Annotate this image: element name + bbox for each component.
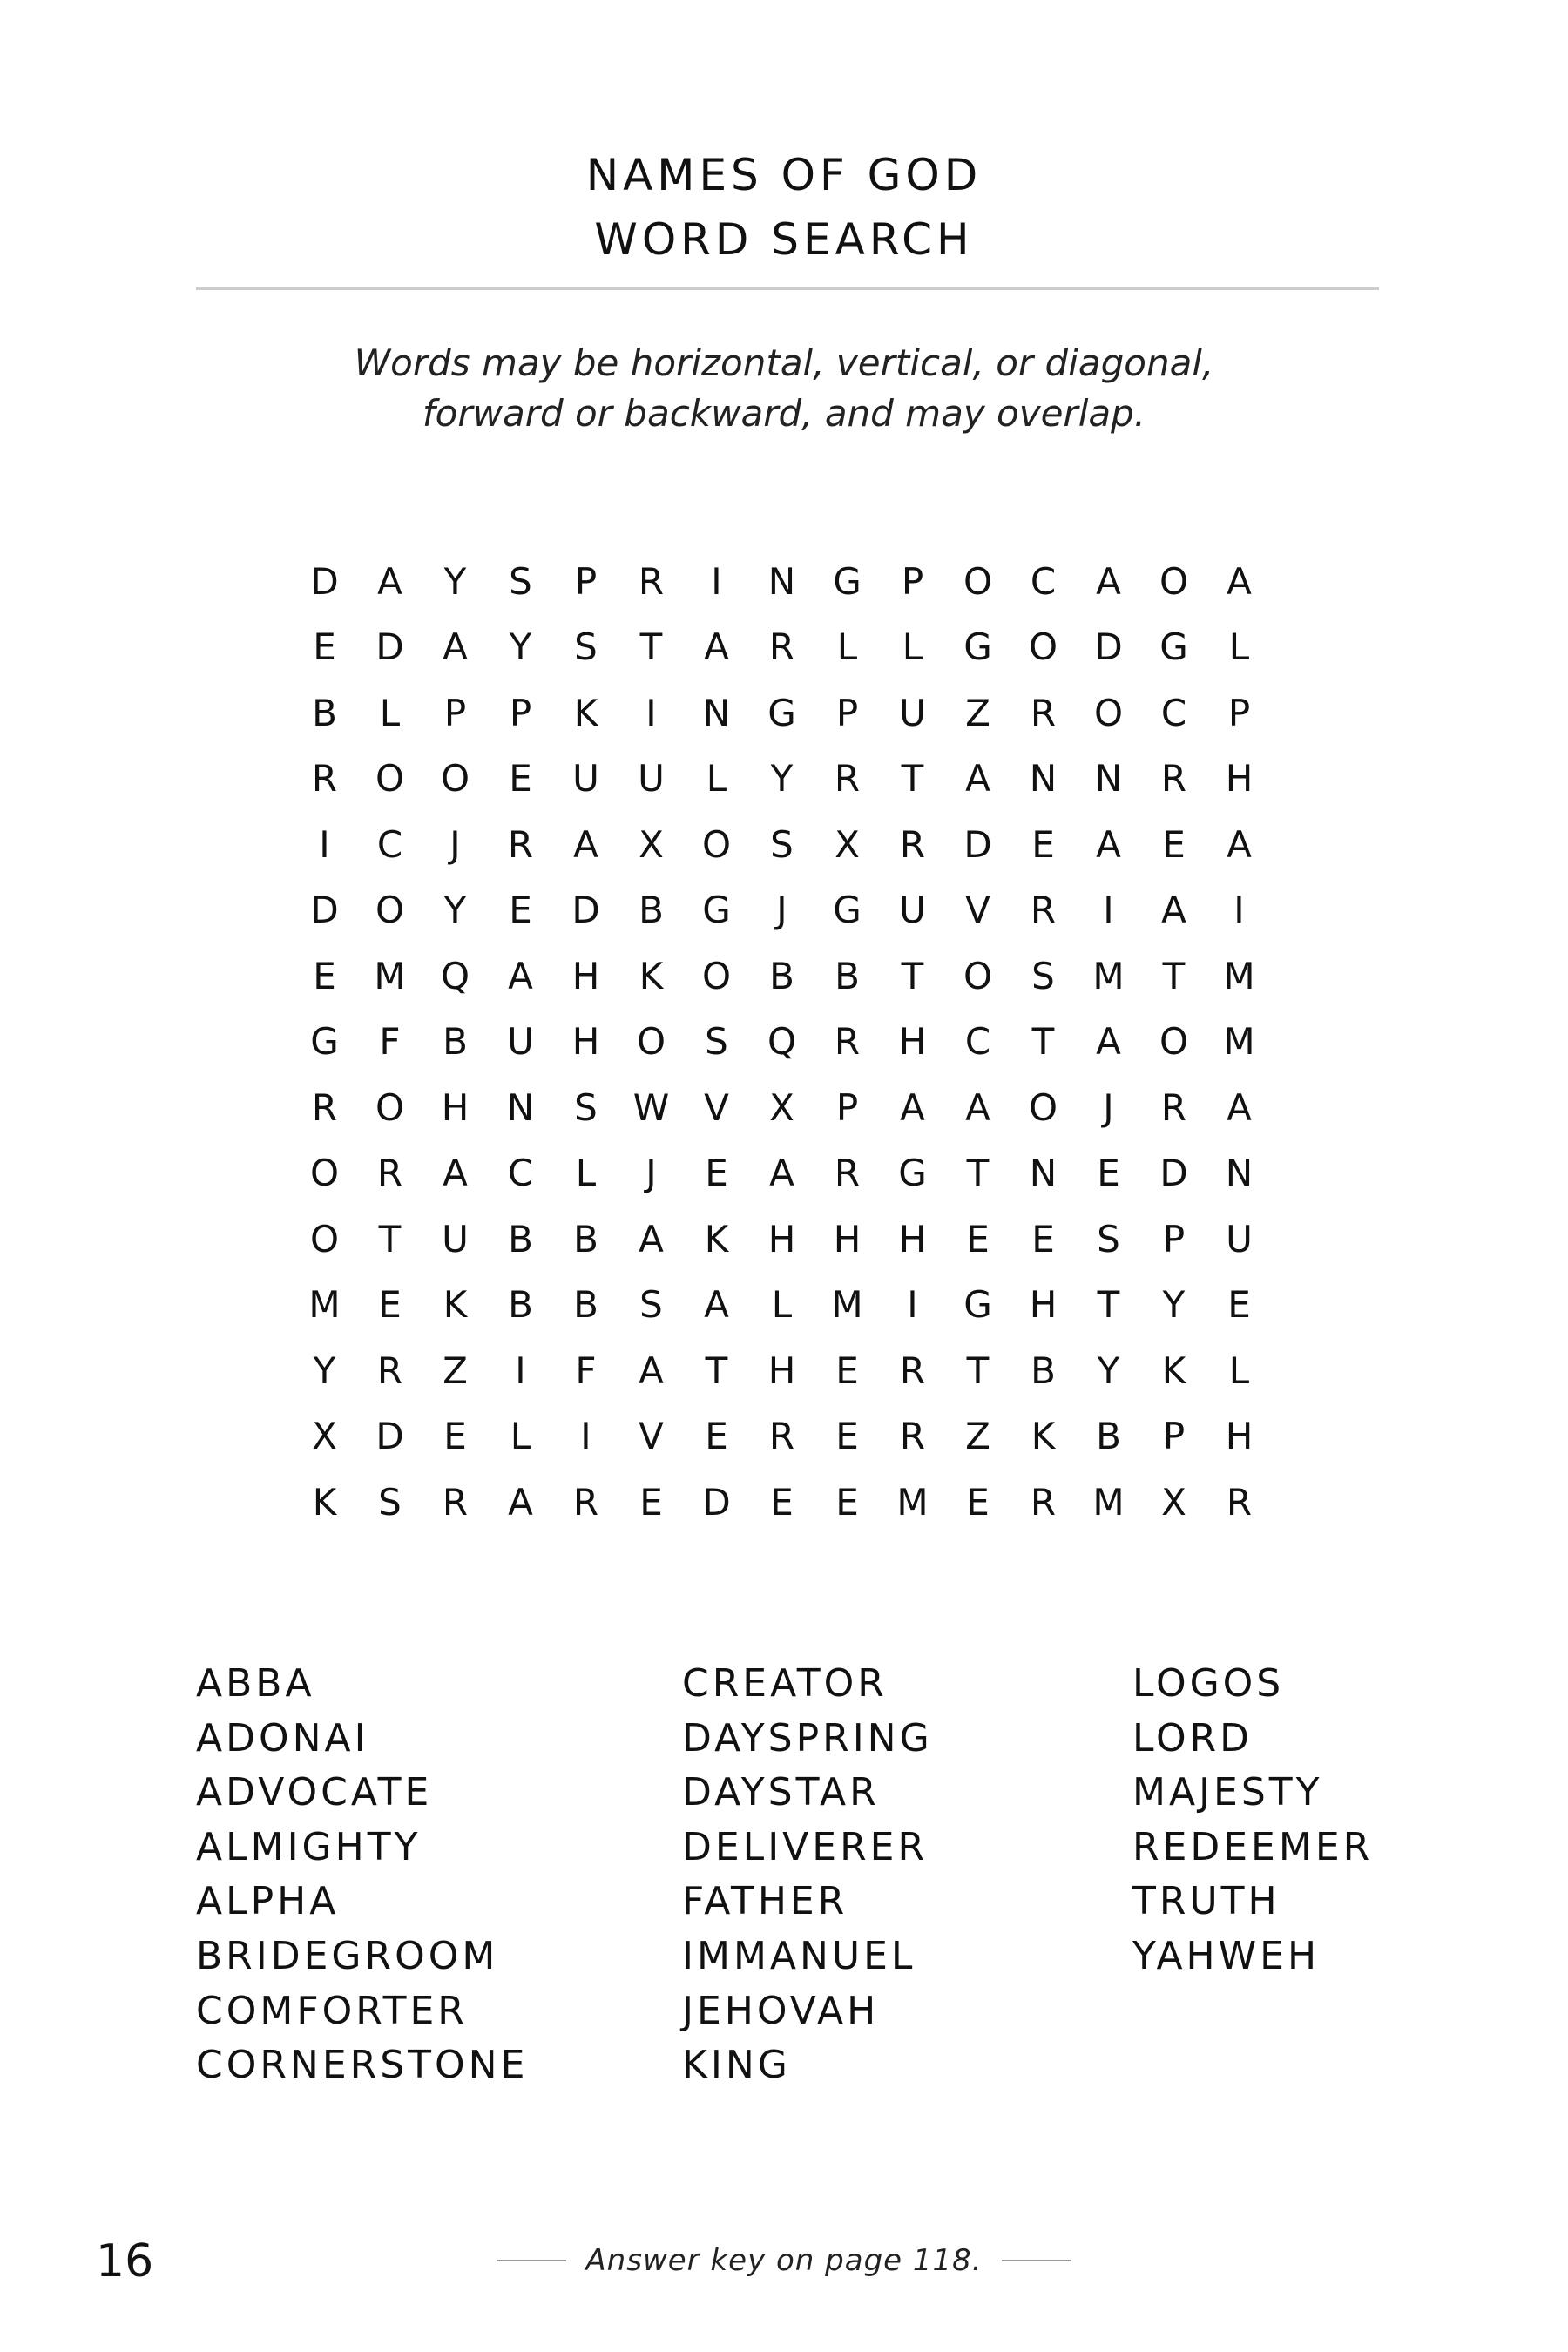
grid-letter: A: [443, 625, 468, 669]
grid-letter: I: [515, 1348, 526, 1392]
grid-letter: H: [898, 1217, 927, 1260]
grid-letter: H: [571, 954, 600, 997]
grid-letter: E: [835, 1348, 859, 1392]
grid-letter: P: [835, 691, 859, 734]
grid-letter: I: [645, 691, 657, 734]
word-list-item: KING: [682, 2043, 791, 2088]
grid-letter: Z: [443, 1348, 468, 1392]
grid-letter: O: [636, 1020, 666, 1064]
grid-letter: X: [1161, 1480, 1186, 1524]
footer-line-left: [497, 2260, 566, 2261]
grid-letter: P: [443, 691, 467, 734]
grid-letter: V: [704, 1085, 729, 1129]
grid-letter: G: [963, 1283, 992, 1327]
word-list-item: LORD: [1132, 1715, 1254, 1761]
grid-letter: K: [704, 1217, 729, 1260]
page-title-line-2: WORD SEARCH: [594, 214, 974, 265]
grid-letter: M: [1223, 1020, 1255, 1064]
grid-letter: K: [1031, 1415, 1056, 1458]
grid-letter: T: [639, 625, 663, 669]
grid-letter: U: [1226, 1217, 1253, 1260]
grid-letter: R: [899, 1348, 926, 1392]
grid-letter: G: [702, 889, 731, 932]
title-divider: [196, 287, 1379, 290]
grid-letter: A: [1161, 889, 1186, 932]
grid-letter: G: [898, 1152, 927, 1195]
grid-letter: E: [1031, 822, 1055, 866]
grid-letter: T: [705, 1348, 728, 1392]
word-list-item: ALMIGHTY: [196, 1824, 422, 1869]
grid-letter: S: [574, 1085, 598, 1129]
grid-letter: A: [508, 954, 533, 997]
grid-row: [292, 878, 1272, 944]
word-list-item: BRIDEGROOM: [196, 1933, 499, 1978]
grid-row: [292, 1404, 1272, 1470]
grid-letter: R: [1160, 1085, 1187, 1129]
grid-letter: F: [575, 1348, 597, 1392]
grid-letter: O: [1159, 1020, 1189, 1064]
grid-letter: L: [379, 691, 401, 734]
grid-letter: M: [308, 1283, 341, 1327]
grid-letter: Q: [440, 954, 470, 997]
grid-letter: N: [702, 691, 731, 734]
grid-letter: G: [1159, 625, 1188, 669]
word-list-item: DELIVERER: [682, 1824, 929, 1869]
grid-letter: D: [1094, 625, 1123, 669]
grid-letter: E: [509, 757, 532, 801]
grid-letter: E: [966, 1217, 990, 1260]
grid-letter: N: [767, 559, 796, 603]
grid-letter: E: [705, 1415, 728, 1458]
grid-letter: A: [965, 1085, 990, 1129]
grid-letter: L: [771, 1283, 793, 1327]
grid-letter: B: [639, 889, 664, 932]
grid-letter: A: [639, 1348, 664, 1392]
grid-letter: L: [510, 1415, 531, 1458]
grid-letter: K: [639, 954, 664, 997]
word-list-item: LOGOS: [1132, 1661, 1285, 1706]
grid-letter: P: [1162, 1415, 1186, 1458]
grid-letter: R: [442, 1480, 469, 1524]
grid-letter: R: [1030, 1480, 1057, 1524]
grid-letter: O: [440, 757, 470, 801]
grid-letter: P: [509, 691, 532, 734]
grid-letter: A: [1227, 1085, 1252, 1129]
word-list-item: ABBA: [196, 1661, 315, 1706]
word-list-item: ADVOCATE: [196, 1770, 433, 1815]
grid-letter: H: [1029, 1283, 1058, 1327]
grid-letter: S: [1097, 1217, 1120, 1260]
grid-letter: G: [833, 889, 862, 932]
grid-letter: Y: [443, 889, 467, 932]
grid-letter: U: [899, 691, 926, 734]
grid-letter: J: [645, 1152, 657, 1195]
grid-letter: F: [379, 1020, 401, 1064]
grid-letter: U: [572, 757, 599, 801]
grid-letter: H: [898, 1020, 927, 1064]
grid-letter: Y: [1162, 1283, 1186, 1327]
grid-letter: N: [506, 1085, 535, 1129]
grid-letter: C: [507, 1152, 534, 1195]
grid-letter: L: [706, 757, 727, 801]
grid-letter: R: [1030, 889, 1057, 932]
grid-letter: X: [312, 1415, 337, 1458]
grid-letter: S: [770, 822, 794, 866]
grid-letter: H: [833, 1217, 862, 1260]
grid-letter: H: [767, 1348, 796, 1392]
grid-letter: W: [632, 1085, 670, 1129]
grid-letter: O: [375, 889, 405, 932]
grid-letter: I: [1103, 889, 1114, 932]
grid-letter: A: [1096, 1020, 1121, 1064]
grid-letter: T: [901, 757, 924, 801]
grid-letter: U: [507, 1020, 534, 1064]
grid-letter: A: [900, 1085, 925, 1129]
word-list-column-2: [682, 1657, 933, 2093]
grid-letter: I: [319, 822, 330, 866]
grid-letter: A: [573, 822, 598, 866]
grid-letter: R: [1160, 757, 1187, 801]
grid-letter: B: [573, 1283, 598, 1327]
grid-letter: O: [1159, 559, 1189, 603]
grid-letter: H: [1225, 1415, 1254, 1458]
grid-letter: T: [966, 1348, 990, 1392]
grid-letter: E: [1097, 1152, 1120, 1195]
grid-letter: N: [1094, 757, 1123, 801]
grid-letter: O: [963, 559, 993, 603]
grid-letter: E: [835, 1415, 859, 1458]
grid-letter: R: [376, 1348, 403, 1392]
grid-letter: A: [639, 1217, 664, 1260]
grid-row: [292, 1273, 1272, 1339]
grid-letter: X: [769, 1085, 794, 1129]
grid-letter: X: [835, 822, 860, 866]
grid-letter: O: [701, 954, 732, 997]
grid-letter: R: [311, 1085, 338, 1129]
grid-letter: Y: [443, 559, 467, 603]
grid-letter: S: [705, 1020, 728, 1064]
grid-letter: A: [377, 559, 402, 603]
grid-letter: A: [1096, 559, 1121, 603]
grid-letter: C: [376, 822, 403, 866]
grid-letter: R: [834, 757, 861, 801]
grid-letter: R: [834, 1020, 861, 1064]
grid-letter: B: [835, 954, 860, 997]
word-list-item: FATHER: [682, 1879, 848, 1924]
word-list-item: JEHOVAH: [682, 1988, 880, 2033]
grid-letter: H: [767, 1217, 796, 1260]
grid-letter: S: [639, 1283, 663, 1327]
grid-letter: L: [902, 625, 923, 669]
grid-letter: K: [312, 1480, 337, 1524]
grid-letter: H: [441, 1085, 470, 1129]
grid-letter: E: [313, 954, 336, 997]
grid-letter: O: [701, 822, 732, 866]
grid-letter: T: [966, 1152, 990, 1195]
grid-letter: A: [704, 1283, 729, 1327]
grid-letter: D: [375, 1415, 404, 1458]
grid-row: [292, 1338, 1272, 1404]
grid-letter: R: [376, 1152, 403, 1195]
grid-row: [292, 549, 1272, 615]
word-list-item: COMFORTER: [196, 1988, 468, 2033]
grid-letter: P: [574, 559, 598, 603]
grid-letter: J: [1103, 1085, 1114, 1129]
grid-letter: E: [1031, 1217, 1055, 1260]
grid-letter: M: [374, 954, 406, 997]
grid-letter: B: [508, 1283, 533, 1327]
grid-letter: R: [768, 1415, 795, 1458]
grid-letter: G: [767, 691, 796, 734]
grid-letter: M: [1223, 954, 1255, 997]
word-list-item: CREATOR: [682, 1661, 888, 1706]
grid-letter: T: [1097, 1283, 1120, 1327]
grid-letter: R: [899, 1415, 926, 1458]
grid-letter: I: [711, 559, 722, 603]
grid-letter: A: [508, 1480, 533, 1524]
grid-letter: A: [1096, 822, 1121, 866]
instructions-line-1: Words may be horizontal, vertical, or diagonal,: [354, 341, 1214, 384]
footer-line-right: [1002, 2260, 1071, 2261]
grid-letter: N: [1029, 1152, 1058, 1195]
grid-letter: C: [1160, 691, 1187, 734]
grid-letter: Y: [509, 625, 532, 669]
grid-letter: O: [375, 1085, 405, 1129]
grid-letter: E: [1227, 1283, 1251, 1327]
grid-letter: B: [1096, 1415, 1121, 1458]
grid-row: [292, 1206, 1272, 1273]
grid-letter: L: [575, 1152, 597, 1195]
grid-letter: C: [964, 1020, 991, 1064]
grid-letter: E: [966, 1480, 990, 1524]
grid-letter: S: [509, 559, 532, 603]
grid-letter: P: [1227, 691, 1251, 734]
grid-letter: E: [1162, 822, 1186, 866]
grid-letter: I: [907, 1283, 918, 1327]
grid-letter: U: [638, 757, 665, 801]
grid-letter: T: [901, 954, 924, 997]
grid-letter: R: [1226, 1480, 1253, 1524]
word-search-grid: [292, 549, 1272, 1536]
grid-letter: M: [831, 1283, 863, 1327]
word-list-item: REDEEMER: [1132, 1824, 1374, 1869]
grid-letter: B: [443, 1020, 468, 1064]
word-list-item: IMMANUEL: [682, 1933, 916, 1978]
grid-letter: R: [768, 625, 795, 669]
grid-letter: J: [449, 822, 461, 866]
grid-row: [292, 1075, 1272, 1141]
grid-letter: H: [1225, 757, 1254, 801]
grid-letter: D: [1159, 1152, 1188, 1195]
grid-row: [292, 943, 1272, 1010]
grid-row: [292, 812, 1272, 878]
grid-letter: E: [509, 889, 532, 932]
grid-letter: G: [963, 625, 992, 669]
word-list-item: DAYSPRING: [682, 1715, 933, 1761]
grid-letter: K: [1161, 1348, 1186, 1392]
grid-letter: D: [310, 559, 339, 603]
answer-key-footer: [0, 2243, 1568, 2278]
word-list-item: TRUTH: [1132, 1879, 1281, 1924]
grid-letter: I: [1233, 889, 1245, 932]
grid-letter: A: [704, 625, 729, 669]
grid-letter: A: [443, 1152, 468, 1195]
grid-letter: D: [702, 1480, 731, 1524]
grid-row: [292, 680, 1272, 747]
grid-letter: Z: [965, 1415, 990, 1458]
page-title-line-1: NAMES OF GOD: [585, 150, 983, 200]
grid-letter: N: [1225, 1152, 1254, 1195]
grid-letter: O: [375, 757, 405, 801]
grid-letter: R: [572, 1480, 599, 1524]
grid-letter: A: [965, 757, 990, 801]
answer-key-note: Answer key on page 118.: [585, 2243, 983, 2278]
grid-letter: B: [1031, 1348, 1056, 1392]
grid-letter: M: [1092, 1480, 1125, 1524]
grid-letter: H: [571, 1020, 600, 1064]
grid-letter: K: [443, 1283, 468, 1327]
grid-letter: L: [1228, 1348, 1250, 1392]
grid-row: [292, 615, 1272, 681]
grid-letter: L: [836, 625, 858, 669]
grid-letter: B: [769, 954, 794, 997]
grid-letter: N: [1029, 757, 1058, 801]
grid-letter: R: [834, 1152, 861, 1195]
grid-letter: O: [309, 1152, 340, 1195]
grid-letter: U: [442, 1217, 469, 1260]
grid-letter: O: [1093, 691, 1124, 734]
grid-letter: P: [901, 559, 924, 603]
word-list-item: MAJESTY: [1132, 1770, 1323, 1815]
grid-letter: D: [571, 889, 600, 932]
grid-letter: T: [1162, 954, 1186, 997]
grid-letter: R: [638, 559, 665, 603]
page-number: 16: [96, 2235, 154, 2288]
grid-letter: P: [835, 1085, 859, 1129]
grid-letter: E: [705, 1152, 728, 1195]
word-list-item: ADONAI: [196, 1715, 369, 1761]
grid-letter: A: [1227, 559, 1252, 603]
grid-letter: R: [899, 822, 926, 866]
grid-row: [292, 1470, 1272, 1536]
grid-letter: O: [1028, 625, 1058, 669]
grid-letter: B: [508, 1217, 533, 1260]
grid-letter: R: [311, 757, 338, 801]
grid-letter: J: [776, 889, 787, 932]
grid-letter: X: [639, 822, 664, 866]
grid-letter: P: [1162, 1217, 1186, 1260]
word-list-item: ALPHA: [196, 1879, 340, 1924]
grid-letter: C: [1030, 559, 1057, 603]
grid-letter: T: [1031, 1020, 1055, 1064]
word-list-item: DAYSTAR: [682, 1770, 880, 1815]
instructions-line-2: forward or backward, and may overlap.: [422, 392, 1146, 435]
word-list-column-1: [196, 1657, 528, 2093]
grid-letter: M: [896, 1480, 929, 1524]
word-list-column-3: [1132, 1657, 1373, 1984]
grid-letter: O: [309, 1217, 340, 1260]
grid-letter: R: [507, 822, 534, 866]
grid-letter: O: [1028, 1085, 1058, 1129]
word-list-item: CORNERSTONE: [196, 2043, 529, 2088]
grid-letter: E: [443, 1415, 467, 1458]
grid-letter: R: [1030, 691, 1057, 734]
grid-letter: D: [963, 822, 992, 866]
grid-letter: G: [310, 1020, 339, 1064]
grid-letter: S: [378, 1480, 402, 1524]
grid-letter: Y: [770, 757, 794, 801]
grid-letter: T: [378, 1217, 402, 1260]
grid-letter: E: [770, 1480, 794, 1524]
grid-letter: L: [1228, 625, 1250, 669]
grid-row: [292, 1141, 1272, 1207]
grid-letter: A: [769, 1152, 794, 1195]
grid-letter: E: [378, 1283, 402, 1327]
grid-row: [292, 1010, 1272, 1076]
grid-letter: E: [313, 625, 336, 669]
grid-letter: V: [639, 1415, 664, 1458]
grid-letter: S: [1031, 954, 1055, 997]
grid-letter: M: [1092, 954, 1125, 997]
grid-letter: E: [639, 1480, 663, 1524]
grid-letter: B: [312, 691, 337, 734]
grid-letter: Z: [965, 691, 990, 734]
grid-letter: E: [835, 1480, 859, 1524]
grid-letter: D: [310, 889, 339, 932]
grid-letter: V: [965, 889, 990, 932]
grid-letter: I: [580, 1415, 591, 1458]
grid-letter: G: [833, 559, 862, 603]
word-list-item: YAHWEH: [1132, 1933, 1321, 1978]
grid-letter: B: [573, 1217, 598, 1260]
grid-letter: Y: [1097, 1348, 1120, 1392]
grid-letter: Y: [313, 1348, 336, 1392]
grid-row: [292, 747, 1272, 813]
grid-letter: Q: [767, 1020, 797, 1064]
grid-letter: U: [899, 889, 926, 932]
grid-letter: O: [963, 954, 993, 997]
grid-letter: S: [574, 625, 598, 669]
grid-letter: D: [375, 625, 404, 669]
grid-letter: A: [1227, 822, 1252, 866]
grid-letter: K: [573, 691, 598, 734]
